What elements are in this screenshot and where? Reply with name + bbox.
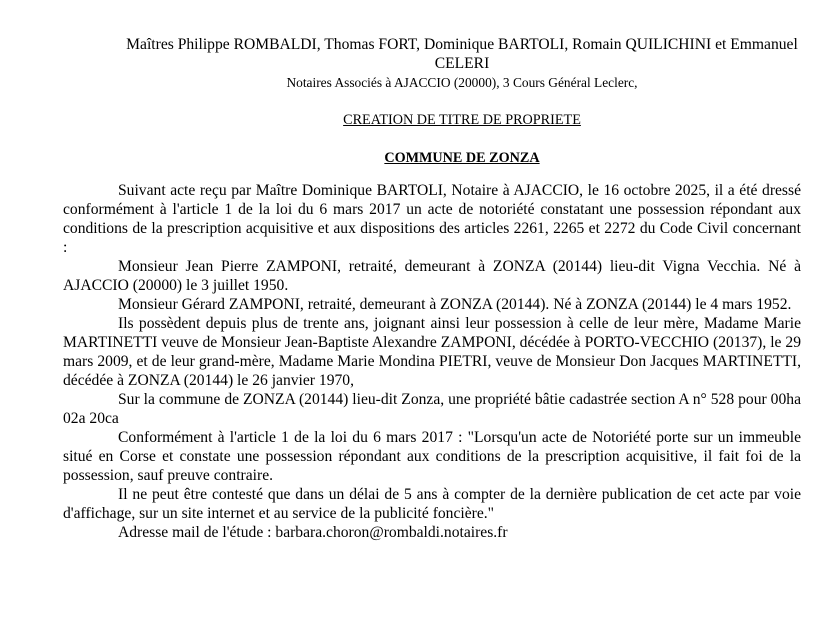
- document-body: [63, 181, 801, 542]
- paragraph-possession: Ils possèdent depuis plus de trente ans, joignant ainsi leur possession à celle de leur mère, Madame Marie MARTINETTI veuve de Monsieur Jean-Baptiste Alexandre ZAMPONI, décédée à PORTO-VECCHIO (20137), le 29 mars 2009, et de leur grand-mère, Madame Marie Mondina PIETRI, veuve de Monsieur Don Jacques MARTINETTI, décédée à ZONZA (20144) le 26 janvier 1970,: [63, 315, 801, 389]
- commune-title: COMMUNE DE ZONZA: [384, 150, 540, 166]
- notice-document: [63, 35, 801, 542]
- notaries-names: Maîtres Philippe ROMBALDI, Thomas FORT, Dominique BARTOLI, Romain QUILICHINI et Emmanuel CELERI: [126, 36, 798, 72]
- paragraph-person-2: Monsieur Gérard ZAMPONI, retraité, demeurant à ZONZA (20144). Né à ZONZA (20144) le 4 mars 1952.: [118, 296, 792, 313]
- paragraph-person-1: Monsieur Jean Pierre ZAMPONI, retraité, demeurant à ZONZA (20144) lieu-dit Vigna Vecchia. Né à AJACCIO (20000) le 3 juillet 1950.: [63, 258, 801, 294]
- paragraph-email: Adresse mail de l'étude : barbara.choron@rombaldi.notaires.fr: [118, 524, 508, 541]
- paragraph-contest: Il ne peut être contesté que dans un délai de 5 ans à compter de la dernière publication de cet acte par voie d'affichage, sur un site internet et au service de la publicité foncière.": [63, 486, 801, 522]
- notaries-address: Notaires Associés à AJACCIO (20000), 3 Cours Général Leclerc,: [286, 75, 638, 90]
- paragraph-property: Sur la commune de ZONZA (20144) lieu-dit Zonza, une propriété bâtie cadastrée section A n° 528 pour 00ha 02a 20ca: [63, 391, 801, 427]
- paragraph-law: Conformément à l'article 1 de la loi du 6 mars 2017 : "Lorsqu'un acte de Notoriété porte sur un immeuble situé en Corse et constate une possession répondant aux conditions de la prescription acquisitive, il fait foi de la possession, sauf preuve contraire.: [63, 429, 801, 484]
- document-title: CREATION DE TITRE DE PROPRIETE: [343, 112, 581, 128]
- paragraph-intro: Suivant acte reçu par Maître Dominique BARTOLI, Notaire à AJACCIO, le 16 octobre 2025, il a été dressé conformément à l'article 1 de la loi du 6 mars 2017 un acte de notoriété constatant une possession répondant aux conditions de la prescription acquisitive et aux dispositions des articles 2261, 2265 et 2272 du Code Civil concernant :: [63, 182, 801, 256]
